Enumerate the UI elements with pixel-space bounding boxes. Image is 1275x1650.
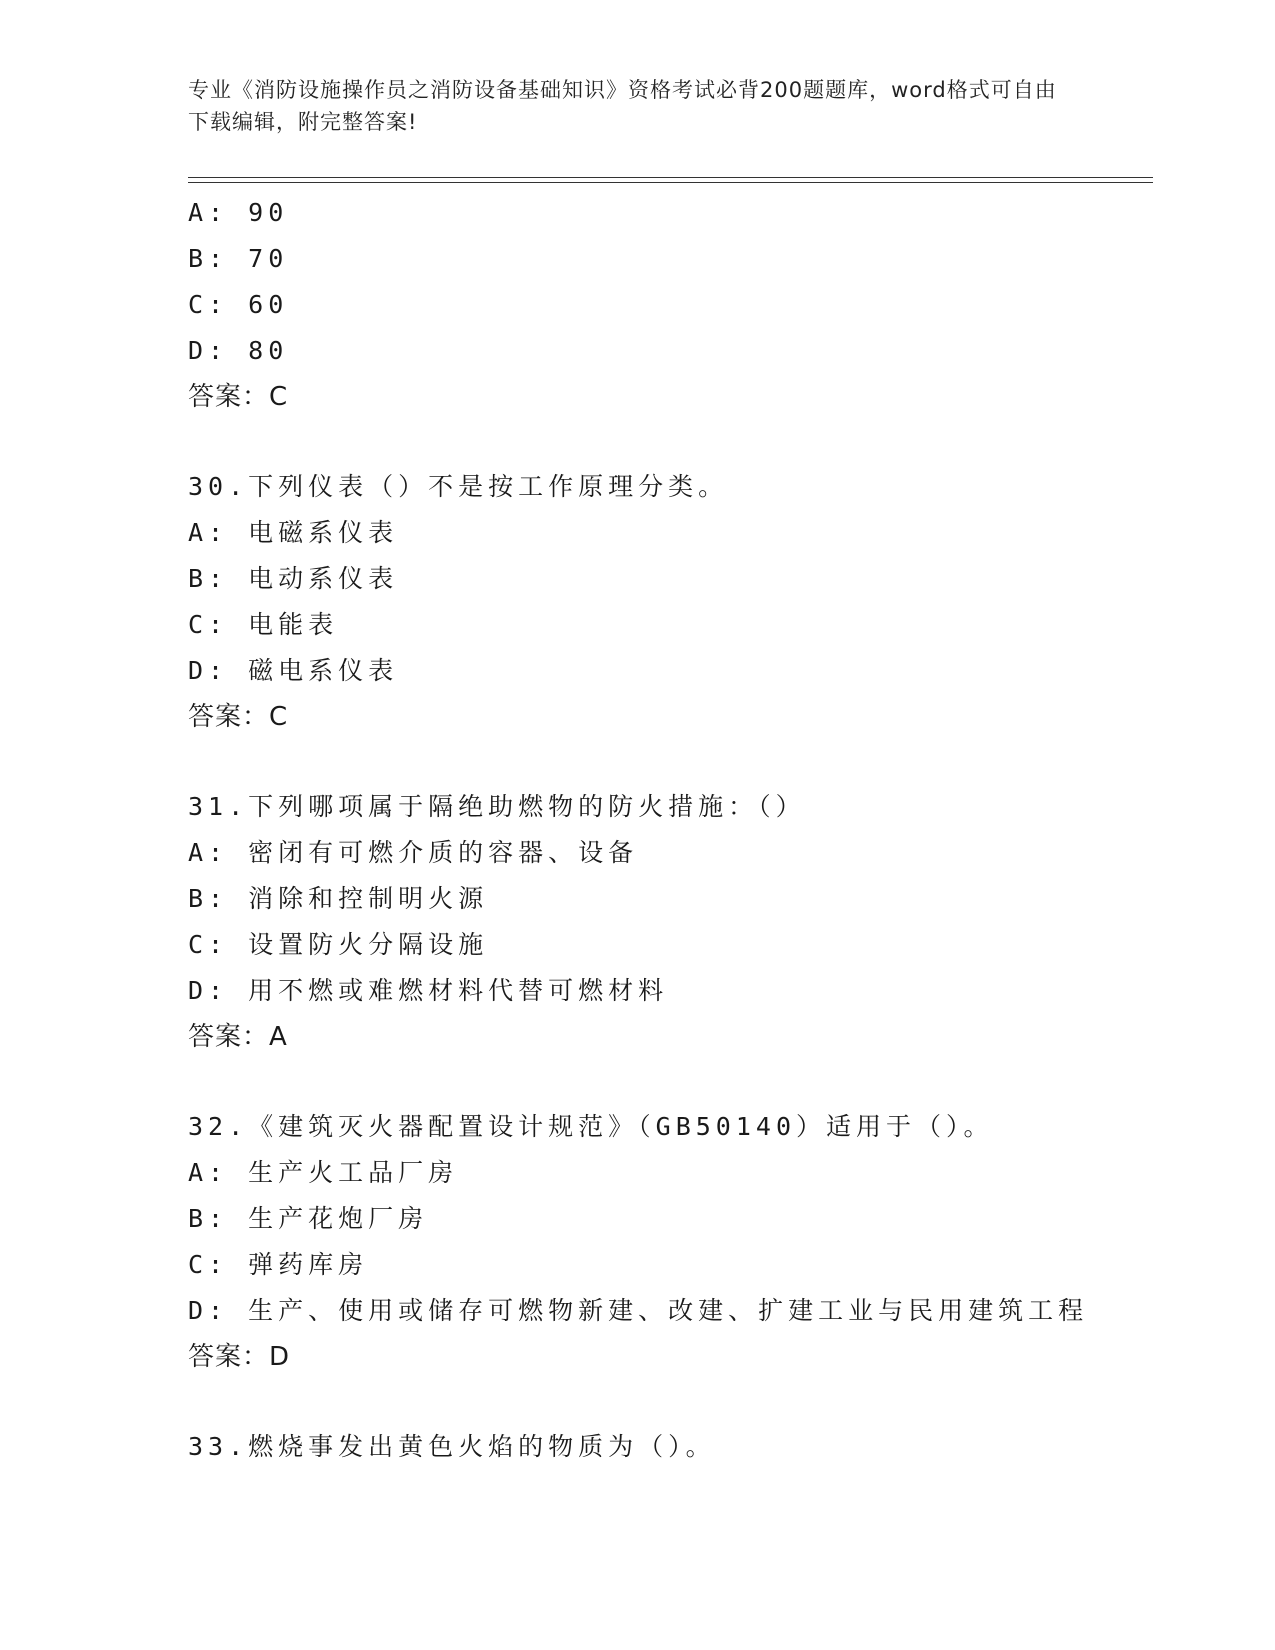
question-33: [188, 1424, 1188, 1470]
answer: 答案：C: [188, 702, 289, 732]
answer: 答案：C: [188, 382, 289, 412]
question-30: [188, 464, 1188, 740]
option-b: B: 消除和控制明火源: [188, 884, 489, 913]
question-31: [188, 784, 1188, 1060]
header-divider-bottom: [188, 182, 1153, 183]
option-b: B: 70: [188, 244, 289, 273]
option-c: C: 设置防火分隔设施: [188, 930, 489, 959]
option-d: D: 用不燃或难燃材料代替可燃材料: [188, 976, 669, 1005]
question-list: [188, 190, 1188, 1470]
option-b: B: 生产花炮厂房: [188, 1204, 429, 1233]
header-divider-top: [188, 177, 1153, 178]
question-stem: 30.下列仪表（）不是按工作原理分类。: [188, 472, 729, 501]
answer: 答案：A: [188, 1022, 288, 1052]
option-c: C: 60: [188, 290, 289, 319]
option-c: C: 电能表: [188, 610, 339, 639]
option-a: A: 密闭有可燃介质的容器、设备: [188, 838, 639, 867]
question-32: [188, 1104, 1188, 1380]
document-header: 专业《消防设施操作员之消防设备基础知识》资格考试必背200题题库，word格式可自由下载编辑，附完整答案!: [188, 78, 1057, 134]
option-b: B: 电动系仪表: [188, 564, 399, 593]
option-c: C: 弹药库房: [188, 1250, 369, 1279]
question-stem: 33.燃烧事发出黄色火焰的物质为（）。: [188, 1432, 716, 1461]
option-d: D: 生产、使用或储存可燃物新建、改建、扩建工业与民用建筑工程: [188, 1296, 1089, 1325]
question-stem: 32.《建筑灭火器配置设计规范》（GB50140）适用于（）。: [188, 1112, 994, 1141]
option-d: D: 80: [188, 336, 289, 365]
option-d: D: 磁电系仪表: [188, 656, 399, 685]
option-a: A: 生产火工品厂房: [188, 1158, 459, 1187]
question-stem: 31.下列哪项属于隔绝助燃物的防火措施：（）: [188, 792, 806, 821]
option-a: A: 90: [188, 198, 289, 227]
question-partial: [188, 190, 1188, 420]
option-a: A: 电磁系仪表: [188, 518, 399, 547]
answer: 答案：D: [188, 1342, 291, 1372]
